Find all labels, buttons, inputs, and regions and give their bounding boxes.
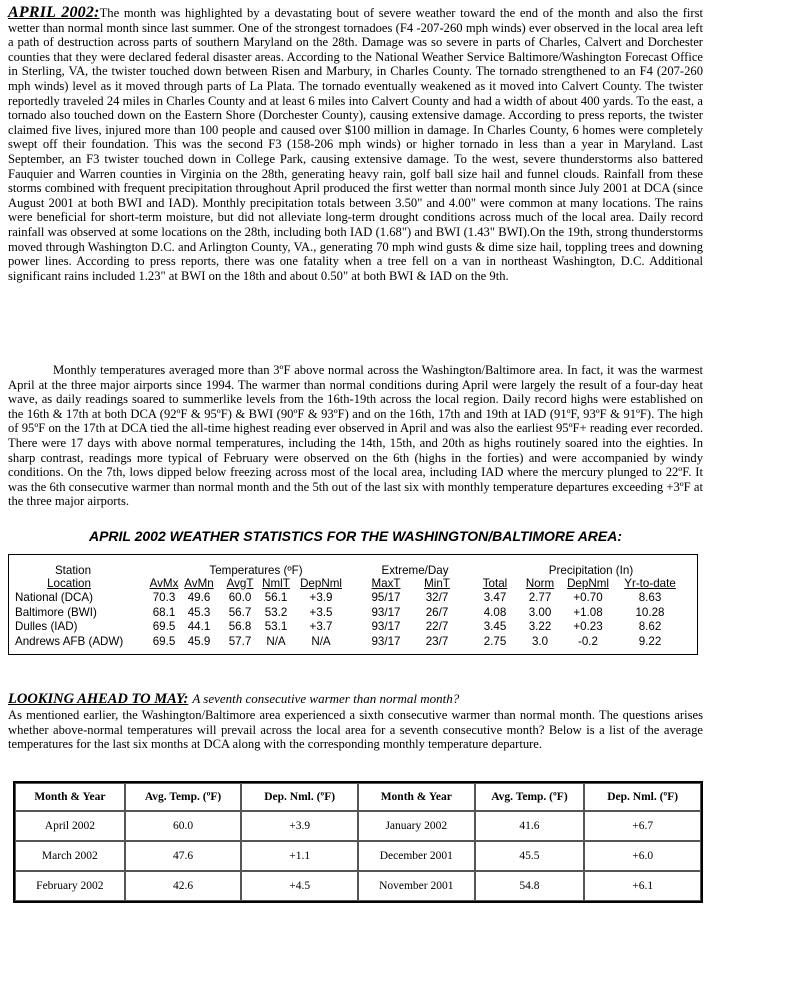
stats-value: 70.3: [152, 591, 176, 604]
stats-value: 56.7: [228, 605, 252, 619]
stats-value: 3.22: [528, 620, 552, 633]
header-month-1: Month & Year: [15, 783, 125, 811]
stats-value: 95/17: [371, 591, 401, 604]
stats-value: +3.9: [309, 591, 333, 604]
departure-cell: 47.6: [125, 841, 242, 871]
stats-col-header: DepNml: [567, 577, 609, 590]
departure-row: [15, 811, 701, 841]
stats-value: 3.0: [531, 634, 549, 648]
departure-cell: +6.7: [584, 811, 701, 841]
departure-cell: April 2002: [15, 811, 125, 841]
stats-value: 45.3: [187, 605, 211, 619]
intro-text: The month was highlighted by a devastating bout of severe weather toward the end of the month and also the first wetter than normal month since last summer. One of the strongest tornadoes (F4 -207-260 mph winds) ever observed in the local area left a path of destruction across parts of southern Maryland on the 28th. Damage was so severe in parts of Charles, Calvert and Dorchester counties that they were declared federal disaster areas. According to the National Weather Service Baltimore/Washington Forecast Office in Sterling, VA, the twister touched down between Risen and Marbury, in Charles County. The tornado strengthened to an F4 (207-260 mph winds) level as it moved through parts of La Plata. The tornado eventually weakened as it moved into Calvert County. The twister reportedly traveled 24 miles in Charles County and at least 6 miles into Calvert County and had a width of about 400 yards. To the east, a tornado also touched down on the Eastern Shore (Dorchester County), causing extensive damage. According to press reports, the twister claimed five lives, injured more than 100 people and caused over $100 million in damage. In Charles County, 6 homes were completely swept off their foundation. This was the second F3 (158-206 mph winds) or higher tornado in less than a year in Maryland. Last September, an F3 twister touched down in College Park, causing extensive damage. To the west, severe thunderstorms also battered Fauquier and Warren counties in Virginia on the 28th, generating heavy rain, golf ball size hail and funnel clouds. Rainfall from these storms combined with frequent precipitation throughout April produced the first wetter than normal month since July 2001 at DCA (since August 2001 at both BWI and IAD). Monthly precipitation totals between 3.50" and 4.00" were common at many locations. The rains were beneficial for short-term moisture, but did not alleviate long-term drought conditions across much of the local area. Daily record rainfall was observed at some locations on the 28th, including both IAD (1.68") and BWI (1.43" BWI).On the 19th, strong thunderstorms moved through Washington D.C. and Arlington County, VA., generating 70 mph wind gusts & dime size hail, toppling trees and downing power lines. According to press reports, there was one fatality when a tree fell on a van in northeast Washington, D.C. Additional significant rains included 1.23" at BWI on the 18th and about 0.50" at both BWI & IAD on the 9th.: [8, 6, 703, 283]
stats-col-header: NmlT: [262, 577, 290, 590]
departure-cell: February 2002: [15, 871, 125, 901]
station-group-header: Station: [54, 564, 92, 577]
extreme-group-header: Extreme/Day: [381, 564, 449, 577]
stats-value: 53.2: [264, 605, 288, 619]
departure-row: [15, 841, 701, 871]
departure-cell: 54.8: [475, 871, 585, 901]
departure-cell: 42.6: [125, 871, 242, 901]
stats-value: 3.45: [483, 620, 507, 633]
stats-col-header: AvgT: [226, 577, 254, 590]
temperature-paragraph: Monthly temperatures averaged more than 3ºF above normal across the Washington/Baltimore area. In fact, it was the warmest April at the three major airports since 1994. The warmer than normal conditions during April were largely the result of a four-day heat wave, as daily readings soared to summerlike levels from the 16th-19th across the local region. Daily record highs were established on the 16th & 17th at both DCA (92ºF & 95ºF) & BWI (90ºF & 93ºF) and on the 16th, 17th and 19th at IAD (91ºF, 93ºF & 91ºF). The high of 95ºF on the 17th at DCA tied the all-time highest reading ever observed in April and was also the earliest 95ºF+ reading ever recorded. There were 17 days with above normal temperatures, including the 14th, 15th, and 20th as highs routinely soared into the eighties. In sharp contrast, readings more typical of February were observed on the 6th (highs in the forties) and were accompanied by windy conditions. On the 7th, lows dipped below freezing across most of the local area, including IAD where the mercury plunged to 22ºF. It was the 6th consecutive warmer than normal month and the 5th out of the last six with monthly temperature departures exceeding +3ºF at the three major airports.: [8, 363, 703, 509]
departure-cell: 60.0: [125, 811, 242, 841]
departure-cell: +1.1: [241, 841, 358, 871]
stats-value: -0.2: [578, 634, 598, 648]
stats-value: 53.1: [264, 620, 288, 633]
stats-value: 69.5: [152, 620, 176, 633]
looking-ahead-heading: [8, 690, 703, 708]
stats-value: 23/7: [425, 634, 449, 648]
stats-value: 26/7: [425, 605, 449, 619]
departure-body: [15, 811, 701, 901]
stats-value: 4.08: [483, 605, 507, 619]
stats-title: APRIL 2002 WEATHER STATISTICS FOR THE WASHINGTON/BALTIMORE AREA:: [88, 528, 623, 544]
stats-value: 3.00: [528, 605, 552, 619]
stats-value: 45.9: [187, 634, 211, 648]
stats-value: 8.62: [638, 620, 662, 633]
stats-location: Andrews AFB (ADW): [15, 634, 124, 648]
stats-value: 9.22: [638, 634, 662, 648]
departure-cell: November 2001: [358, 871, 475, 901]
departure-cell: 41.6: [475, 811, 585, 841]
departure-cell: +3.9: [241, 811, 358, 841]
stats-value: N/A: [266, 634, 286, 648]
stats-value: +0.23: [573, 620, 603, 633]
intro-paragraph: [8, 6, 703, 283]
stats-col-header: Norm: [525, 577, 555, 590]
departure-cell: +6.1: [584, 871, 701, 901]
looking-ahead-title: LOOKING AHEAD TO MAY:: [8, 691, 189, 707]
header-avg-2: Avg. Temp. (ºF): [475, 783, 585, 811]
stats-col-header: AvMx: [149, 577, 179, 590]
stats-value: 93/17: [371, 605, 401, 619]
departure-cell: +6.0: [584, 841, 701, 871]
departure-table: [13, 781, 703, 903]
stats-value: 32/7: [425, 591, 449, 604]
stats-value: 68.1: [152, 605, 176, 619]
departure-cell: December 2001: [358, 841, 475, 871]
stats-col-header: Location: [47, 577, 91, 590]
looking-ahead-section: [8, 690, 703, 752]
stats-location: Dulles (IAD): [15, 620, 78, 633]
stats-value: 10.28: [635, 605, 665, 619]
stats-value: +3.5: [309, 605, 333, 619]
stats-value: 56.8: [228, 620, 252, 633]
header-avg-1: Avg. Temp. (ºF): [125, 783, 242, 811]
looking-ahead-subtitle: A seventh consecutive warmer than normal month?: [192, 691, 460, 706]
stats-col-header: Total: [482, 577, 508, 590]
april-headline: APRIL 2002:: [8, 4, 100, 21]
departure-cell: March 2002: [15, 841, 125, 871]
header-dep-1: Dep. Nml. (ºF): [241, 783, 358, 811]
stats-col-header: MinT: [424, 577, 450, 590]
looking-ahead-paragraph: As mentioned earlier, the Washington/Baltimore area experienced a sixth consecutive warmer than normal month. The questions arises whether above-normal temperatures will prevail across the local area for a seventh consecutive month? Below is a list of the average temperatures for the last six months at DCA along with the corresponding monthly temperature departure.: [8, 708, 703, 752]
stats-value: 60.0: [228, 591, 252, 604]
stats-value: 93/17: [371, 620, 401, 633]
stats-value: 2.75: [483, 634, 507, 648]
temperatures-group-header: Temperatures (ºF): [209, 564, 303, 577]
stats-value: 69.5: [152, 634, 176, 648]
departure-cell: 45.5: [475, 841, 585, 871]
stats-value: 3.47: [483, 591, 507, 604]
departure-header-row: [15, 783, 701, 811]
stats-value: 2.77: [528, 591, 552, 604]
header-month-2: Month & Year: [358, 783, 475, 811]
departure-cell: January 2002: [358, 811, 475, 841]
stats-value: 49.6: [187, 591, 211, 604]
intro-section: [8, 6, 703, 283]
stats-col-header: DepNml: [300, 577, 342, 590]
stats-value: 57.7: [228, 634, 252, 648]
stats-col-header: MaxT: [371, 577, 401, 590]
stats-col-header: AvMn: [184, 577, 214, 590]
stats-table: [8, 554, 698, 655]
stats-location: Baltimore (BWI): [15, 605, 97, 619]
stats-value: 8.63: [638, 591, 662, 604]
header-dep-2: Dep. Nml. (ºF): [584, 783, 701, 811]
stats-value: +1.08: [573, 605, 603, 619]
precip-group-header: Precipitation (In): [548, 564, 634, 577]
temperature-section: [8, 363, 703, 509]
departure-row: [15, 871, 701, 901]
departure-cell: +4.5: [241, 871, 358, 901]
stats-value: +0.70: [573, 591, 603, 604]
stats-value: 93/17: [371, 634, 401, 648]
stats-value: N/A: [311, 634, 331, 648]
stats-value: 22/7: [425, 620, 449, 633]
stats-location: National (DCA): [15, 591, 93, 604]
stats-value: 44.1: [187, 620, 211, 633]
stats-value: 56.1: [264, 591, 288, 604]
stats-col-header: Yr-to-date: [624, 577, 676, 590]
stats-value: +3.7: [309, 620, 333, 633]
